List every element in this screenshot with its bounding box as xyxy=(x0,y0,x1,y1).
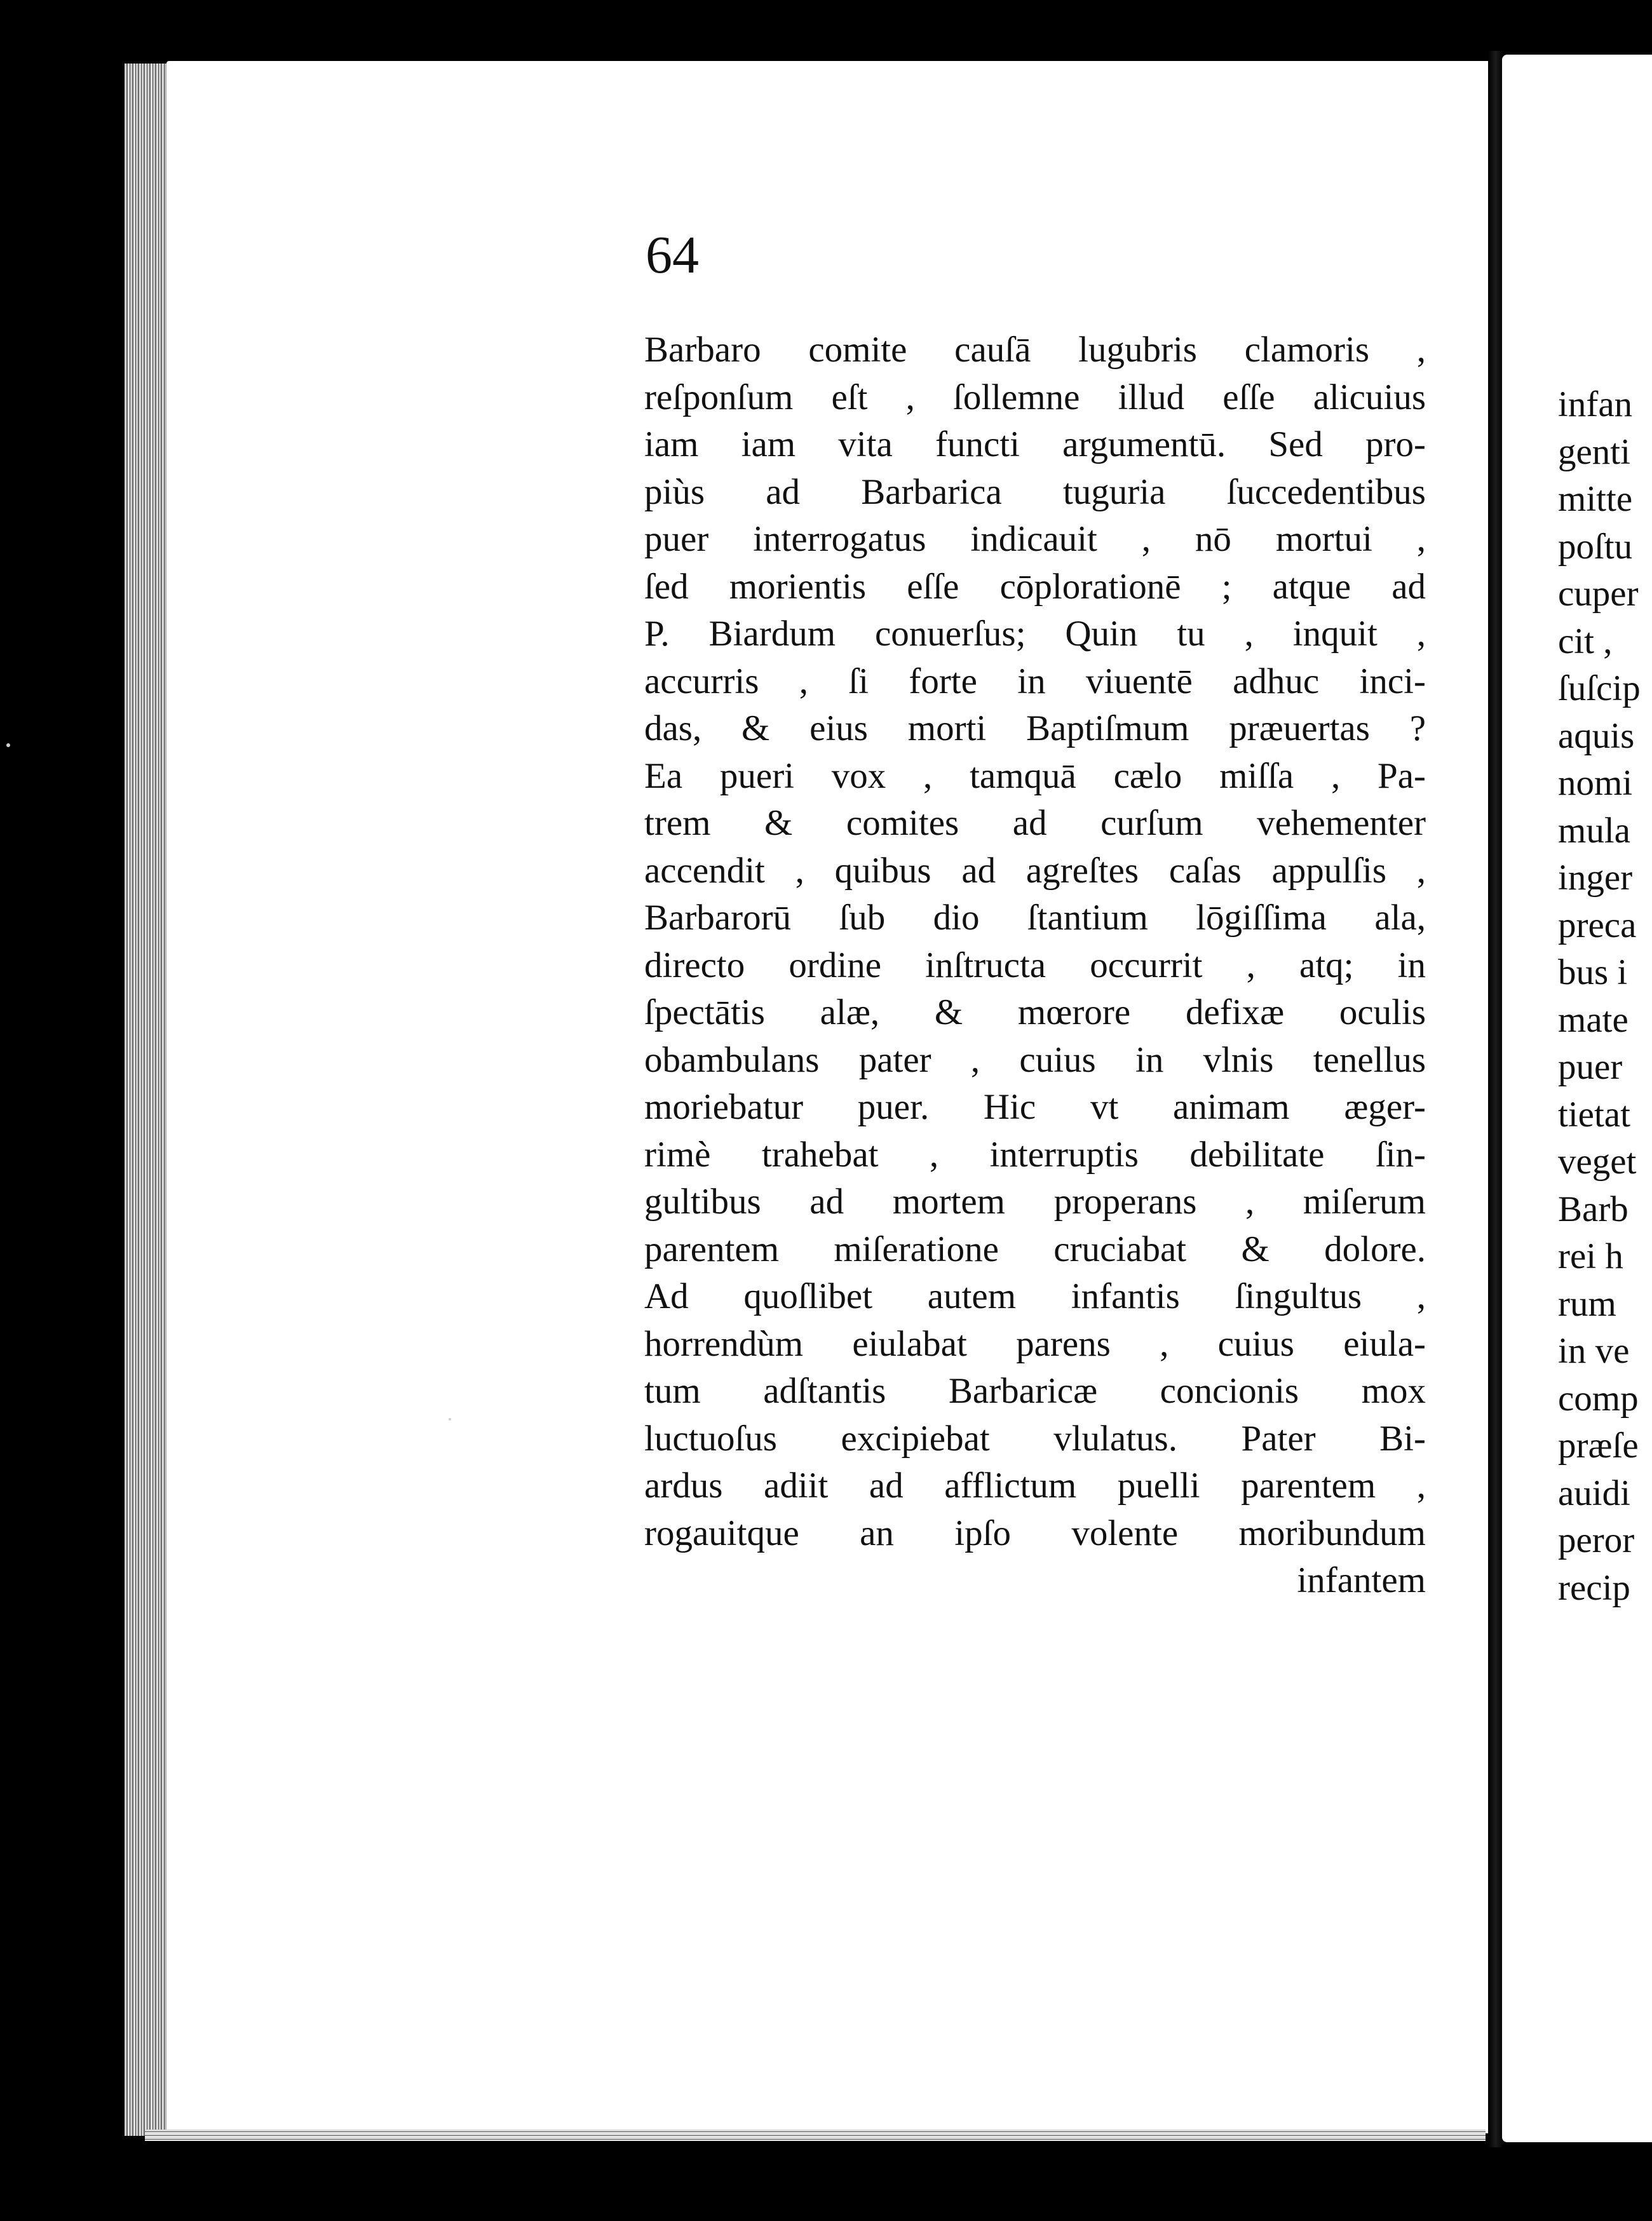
facing-page-line: genti xyxy=(1558,431,1630,472)
facing-page-line: ſuſcip xyxy=(1558,668,1641,708)
facing-page-line: Barb xyxy=(1558,1189,1628,1229)
text-line: Barbarorū ſub dio ſtantium lōgiſſima ala, xyxy=(644,898,1426,938)
facing-page-line: poſtu xyxy=(1558,526,1633,567)
facing-page-line: cit , xyxy=(1558,621,1613,661)
facing-page-line: inger xyxy=(1558,858,1633,898)
text-line: horrendùm eiulabat parens , cuius eiula- xyxy=(644,1323,1426,1364)
text-line: puer interrogatus indicauit , nō mortui , xyxy=(644,519,1426,559)
facing-page-line: nomi xyxy=(1558,763,1633,803)
facing-page-line: puer xyxy=(1558,1047,1623,1087)
text-line: rimè trahebat , interruptis debilitate ſin- xyxy=(644,1134,1426,1175)
facing-page-line: peror xyxy=(1558,1520,1635,1560)
facing-page-line: rei h xyxy=(1558,1236,1623,1276)
facing-page-line: in ve xyxy=(1558,1331,1630,1371)
facing-page-line: recip xyxy=(1558,1567,1630,1608)
facing-page-line: veget xyxy=(1558,1142,1637,1182)
text-line: directo ordine inſtructa occurrit , atq; in xyxy=(644,945,1426,985)
facing-page-line: auidi xyxy=(1558,1473,1630,1513)
bottom-page-edges xyxy=(145,2130,1486,2141)
text-line: obambulans pater , cuius in vlnis tenellus xyxy=(644,1039,1426,1080)
text-line: piùs ad Barbarica tuguria ſuccedentibus xyxy=(644,471,1426,512)
margin-speck xyxy=(6,743,10,747)
right-book-page xyxy=(1502,55,1652,2142)
facing-page-line: bus i xyxy=(1558,952,1628,992)
text-line: accendit , quibus ad agreſtes caſas appulſis , xyxy=(644,850,1426,891)
facing-page-line: cuper xyxy=(1558,574,1639,614)
text-line: ſed morientis eſſe cōplorationē ; atque ad xyxy=(644,566,1426,607)
text-line: gultibus ad mortem properans , miſerum xyxy=(644,1182,1426,1222)
facing-page-line: infan xyxy=(1558,384,1633,424)
text-line: luctuoſus excipiebat vlulatus. Pater Bi- xyxy=(644,1418,1426,1459)
text-line: rogauitque an ipſo volente moribundum xyxy=(644,1513,1426,1553)
text-line: P. Biardum conuerſus; Quin tu , inquit , xyxy=(644,614,1426,654)
facing-page-line: mate xyxy=(1558,999,1628,1040)
page-number: 64 xyxy=(646,226,699,285)
page-edge-stack xyxy=(125,64,169,2136)
facing-page-line: præſe xyxy=(1558,1426,1639,1466)
margin-speck xyxy=(449,1418,451,1421)
facing-page-line: mitte xyxy=(1558,479,1633,519)
facing-page-line: preca xyxy=(1558,905,1637,945)
facing-page-line: mula xyxy=(1558,810,1630,851)
book-gutter xyxy=(1488,51,1503,2147)
text-line: iam iam vita functi argumentū. Sed pro- xyxy=(644,424,1426,464)
right-page-text xyxy=(1558,381,1641,1612)
text-line: das, & eius morti Baptiſmum præuertas ? xyxy=(644,708,1426,748)
text-line: ſpectātis alæ, & mœrore defixæ oculis xyxy=(644,992,1426,1032)
text-line: Ea pueri vox , tamquā cælo miſſa , Pa- xyxy=(644,755,1426,796)
facing-page-line: comp xyxy=(1558,1378,1639,1419)
catchword: infantem xyxy=(1297,1560,1426,1600)
text-line: reſponſum eſt , ſollemne illud eſſe alicuius xyxy=(644,377,1426,417)
left-page-text xyxy=(644,327,1426,1605)
facing-page-line: rum xyxy=(1558,1283,1616,1324)
facing-page-line: aquis xyxy=(1558,715,1635,756)
text-line: trem & comites ad curſum vehementer xyxy=(644,803,1426,843)
text-line: moriebatur puer. Hic vt animam æger- xyxy=(644,1087,1426,1127)
text-line: ardus adiit ad afflictum puelli parentem , xyxy=(644,1466,1426,1506)
facing-page-line: tietat xyxy=(1558,1094,1630,1135)
text-line: Ad quoſlibet autem infantis ſingultus , xyxy=(644,1276,1426,1316)
text-line: parentem miſeratione cruciabat & dolore. xyxy=(644,1229,1426,1269)
text-line: tum adſtantis Barbaricæ concionis mox xyxy=(644,1371,1426,1411)
text-line: Barbaro comite cauſā lugubris clamoris , xyxy=(644,330,1426,370)
text-line: accurris , ſi forte in viuentē adhuc inci- xyxy=(644,661,1426,701)
